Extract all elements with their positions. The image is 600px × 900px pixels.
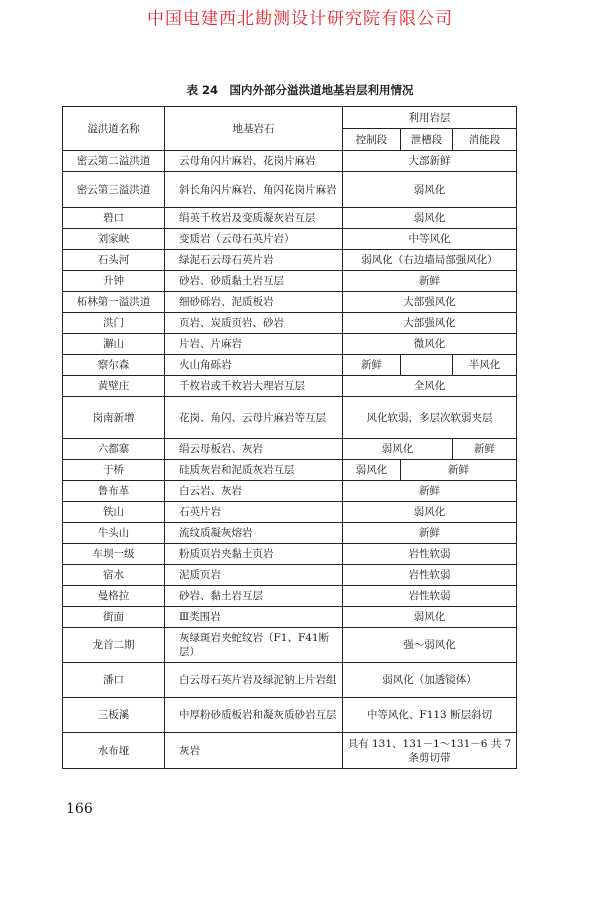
spillway-name-cell: 宿水 — [63, 565, 165, 586]
usage-cell: 微风化 — [343, 334, 517, 355]
usage-cell: 强～弱风化 — [343, 628, 517, 663]
col-header-rock: 地基岩石 — [165, 107, 343, 151]
spillway-name-cell: 牛头山 — [63, 523, 165, 544]
table-row — [63, 271, 517, 292]
foundation-rock-cell: 泥质页岩 — [165, 565, 343, 586]
usage-chute-cell — [401, 355, 453, 376]
table-row — [63, 586, 517, 607]
col-header-name: 溢洪道名称 — [63, 107, 165, 151]
spillway-name-cell: 升钟 — [63, 271, 165, 292]
table-row — [63, 439, 517, 460]
spillway-name-cell: 铁山 — [63, 502, 165, 523]
table-row — [63, 250, 517, 271]
rock-usage-table — [62, 106, 517, 769]
spillway-name-cell: 石头河 — [63, 250, 165, 271]
usage-energy-cell: 新鲜 — [453, 439, 517, 460]
table-caption: 表 24 国内外部分溢洪道地基岩层利用情况 — [186, 83, 414, 97]
spillway-name-cell: 刘家峡 — [63, 229, 165, 250]
spillway-name-cell: 鲁布革 — [63, 481, 165, 502]
table-row — [63, 208, 517, 229]
foundation-rock-cell: 花岗、角闪、云母片麻岩等互层 — [165, 397, 343, 439]
foundation-rock-cell: 灰绿斑岩夹蛇纹岩（F1、F41断层） — [165, 628, 343, 663]
spillway-name-cell: 于桥 — [63, 460, 165, 481]
table-row — [63, 172, 517, 208]
foundation-rock-cell: 变质岩（云母石英片岩） — [165, 229, 343, 250]
foundation-rock-cell: 绿泥石云母石英片岩 — [165, 250, 343, 271]
usage-cell: 新鲜 — [343, 481, 517, 502]
spillway-name-cell: 柘林第一溢洪道 — [63, 292, 165, 313]
foundation-rock-cell: 砂岩、砂质黏土岩互层 — [165, 271, 343, 292]
usage-cell: 弱风化 — [343, 172, 517, 208]
table-row — [63, 698, 517, 733]
spillway-name-cell: 水布垭 — [63, 733, 165, 769]
col-header-energy: 消能段 — [453, 129, 517, 151]
foundation-rock-cell: 白云母石英片岩及绿泥钠上片岩组 — [165, 663, 343, 698]
table-row — [63, 151, 517, 172]
table-row — [63, 334, 517, 355]
foundation-rock-cell: 斜长角闪片麻岩、角闪花岗片麻岩 — [165, 172, 343, 208]
usage-cell: 弱风化 — [343, 607, 517, 628]
usage-energy-cell: 半风化 — [453, 355, 517, 376]
table-row — [63, 355, 517, 376]
foundation-rock-cell: 硅质灰岩和泥质灰岩互层 — [165, 460, 343, 481]
table-row — [63, 229, 517, 250]
foundation-rock-cell: 灰岩 — [165, 733, 343, 769]
foundation-rock-cell: 千枚岩或千枚岩大理岩互层 — [165, 376, 343, 397]
spillway-name-cell: 六都寨 — [63, 439, 165, 460]
spillway-name-cell: 岗南新增 — [63, 397, 165, 439]
table-row — [63, 376, 517, 397]
spillway-name-cell: 潘口 — [63, 663, 165, 698]
foundation-rock-cell: Ⅲ类围岩 — [165, 607, 343, 628]
col-header-usage: 利用岩层 — [343, 107, 517, 129]
spillway-name-cell: 龙首二期 — [63, 628, 165, 663]
table-row — [63, 313, 517, 334]
usage-cell: 新鲜 — [343, 271, 517, 292]
spillway-name-cell: 曼格拉 — [63, 586, 165, 607]
col-header-chute: 泄槽段 — [401, 129, 453, 151]
usage-cell: 弱风化（加透镜体） — [343, 663, 517, 698]
usage-cell: 中等风化、F113 断层斜切 — [343, 698, 517, 733]
table-row — [63, 481, 517, 502]
table-row — [63, 502, 517, 523]
usage-control-cell: 弱风化 — [343, 460, 401, 481]
usage-cell: 具有 131、131－1～131－6 共 7 条剪切带 — [343, 733, 517, 769]
foundation-rock-cell: 细砂砾岩、泥质板岩 — [165, 292, 343, 313]
foundation-rock-cell: 绢云母板岩、灰岩 — [165, 439, 343, 460]
spillway-name-cell: 街面 — [63, 607, 165, 628]
spillway-name-cell: 车坝一级 — [63, 544, 165, 565]
usage-chute-energy-cell: 新鲜 — [401, 460, 517, 481]
table-row — [63, 565, 517, 586]
spillway-name-cell: 黄壁庄 — [63, 376, 165, 397]
foundation-rock-cell: 石英片岩 — [165, 502, 343, 523]
table-row — [63, 663, 517, 698]
page-number: 166 — [66, 801, 93, 817]
foundation-rock-cell: 中厚粉砂质板岩和凝灰质砂岩互层 — [165, 698, 343, 733]
usage-cell: 岩性软弱 — [343, 565, 517, 586]
usage-cell: 风化软弱，多层次软弱夹层 — [343, 397, 517, 439]
spillway-name-cell: 密云第三溢洪道 — [63, 172, 165, 208]
spillway-name-cell: 密云第二溢洪道 — [63, 151, 165, 172]
table-row — [63, 460, 517, 481]
usage-cell: 大部新鲜 — [343, 151, 517, 172]
table-row — [63, 607, 517, 628]
foundation-rock-cell: 火山角砾岩 — [165, 355, 343, 376]
foundation-rock-cell: 白云岩、灰岩 — [165, 481, 343, 502]
usage-cell: 岩性软弱 — [343, 544, 517, 565]
usage-cell: 岩性软弱 — [343, 586, 517, 607]
table-header-row — [63, 107, 517, 129]
usage-cell: 全风化 — [343, 376, 517, 397]
table-body — [63, 151, 517, 769]
usage-cell: 新鲜 — [343, 523, 517, 544]
foundation-rock-cell: 绢英千枚岩及变质凝灰岩互层 — [165, 208, 343, 229]
foundation-rock-cell: 流纹质凝灰熔岩 — [165, 523, 343, 544]
usage-cell: 弱风化 — [343, 502, 517, 523]
usage-control-cell: 新鲜 — [343, 355, 401, 376]
usage-cell: 大部强风化 — [343, 313, 517, 334]
spillway-name-cell: 三板溪 — [63, 698, 165, 733]
table-row — [63, 628, 517, 663]
usage-cell: 弱风化 — [343, 208, 517, 229]
usage-cell: 中等风化 — [343, 229, 517, 250]
spillway-name-cell: 碧口 — [63, 208, 165, 229]
foundation-rock-cell: 砂岩、黏土岩互层 — [165, 586, 343, 607]
usage-cell: 大部强风化 — [343, 292, 517, 313]
table-row — [63, 397, 517, 439]
spillway-name-cell: 察尔森 — [63, 355, 165, 376]
spillway-name-cell: 澥山 — [63, 334, 165, 355]
spillway-name-cell: 洪门 — [63, 313, 165, 334]
table-row — [63, 523, 517, 544]
table-row — [63, 733, 517, 769]
col-header-control: 控制段 — [343, 129, 401, 151]
foundation-rock-cell: 片岩、片麻岩 — [165, 334, 343, 355]
foundation-rock-cell: 页岩、炭质页岩、砂岩 — [165, 313, 343, 334]
foundation-rock-cell: 粉质页岩夹黏土页岩 — [165, 544, 343, 565]
table-row — [63, 544, 517, 565]
usage-control-chute-cell: 弱风化 — [343, 439, 453, 460]
foundation-rock-cell: 云母角闪片麻岩、花岗片麻岩 — [165, 151, 343, 172]
publisher-header: 中国电建西北勘测设计研究院有限公司 — [147, 9, 453, 29]
table-row — [63, 292, 517, 313]
usage-cell: 弱风化（右边墙局部强风化） — [343, 250, 517, 271]
